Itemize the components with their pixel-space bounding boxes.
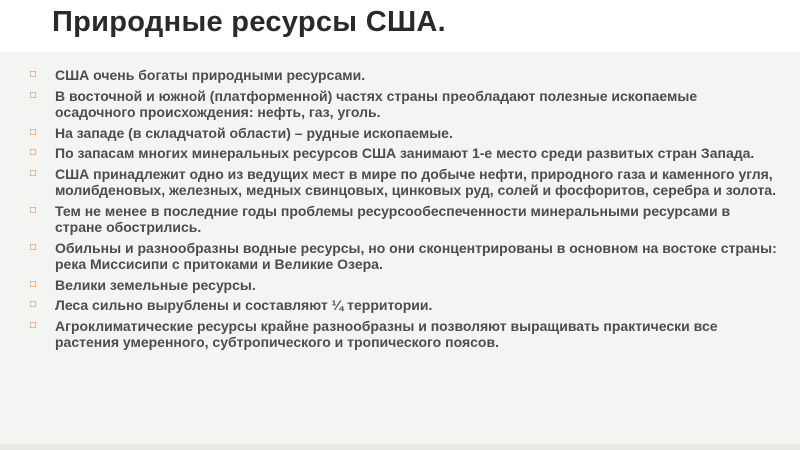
list-item bbox=[30, 240, 780, 273]
bullet-list bbox=[30, 67, 780, 355]
bullet-text: Обильны и разнообразны водные ресурсы, но они сконцентрированы в основном на востоке страны: река Миссисипи с притоками и Великие Озера. bbox=[55, 239, 777, 272]
bullet-text: Тем не менее в последние годы проблемы ресурсообеспеченности минеральными ресурсами в стране обострились. bbox=[55, 202, 731, 235]
list-item bbox=[30, 145, 780, 162]
square-bullet-icon: □ bbox=[30, 147, 37, 158]
bullet-text: Леса сильно вырублены и составляют ¼ территории. bbox=[55, 297, 433, 313]
bullet-text: По запасам многих минеральных ресурсов США занимают 1-е место среди развитых стран Запада. bbox=[55, 145, 755, 161]
bullet-text: Велики земельные ресурсы. bbox=[55, 276, 256, 293]
title-band bbox=[0, 0, 800, 52]
bullet-text: США очень богаты природными ресурсами. bbox=[55, 67, 366, 83]
square-bullet-icon: □ bbox=[30, 167, 37, 179]
square-bullet-icon: □ bbox=[30, 89, 37, 101]
list-item bbox=[30, 125, 780, 142]
bullet-text: Агроклиматические ресурсы крайне разнообразны и позволяют выращивать практически все растения умеренного, субтропического и тропического поясов. bbox=[55, 317, 718, 350]
list-item bbox=[30, 67, 780, 84]
list-item bbox=[30, 277, 780, 294]
list-item bbox=[30, 203, 780, 236]
square-bullet-icon: □ bbox=[30, 69, 37, 80]
list-item bbox=[30, 166, 780, 199]
square-bullet-icon: □ bbox=[30, 299, 37, 310]
bullet-text: В восточной и южной (платформенной) частях страны преобладают полезные ископаемые осадочного происхождения: нефть, газ, уголь. bbox=[55, 87, 698, 120]
page-title: Природные ресурсы США. bbox=[52, 6, 446, 38]
square-bullet-icon: □ bbox=[30, 319, 37, 331]
square-bullet-icon: □ bbox=[30, 241, 37, 253]
square-bullet-icon: □ bbox=[30, 204, 37, 216]
bullet-text: На западе (в складчатой области) – рудные ископаемые. bbox=[55, 124, 453, 141]
list-item bbox=[30, 297, 780, 314]
square-bullet-icon: □ bbox=[30, 278, 37, 290]
bottom-strip bbox=[0, 444, 800, 450]
bullet-text: США принадлежит одно из ведущих мест в мире по добыче нефти, природного газа и каменного угля, молибденовых, железных, медных свинцовых, цинковых руд, солей и фосфоритов, серебра и золота. bbox=[55, 165, 776, 198]
square-bullet-icon: □ bbox=[30, 126, 37, 138]
list-item bbox=[30, 88, 780, 121]
list-item bbox=[30, 318, 780, 351]
